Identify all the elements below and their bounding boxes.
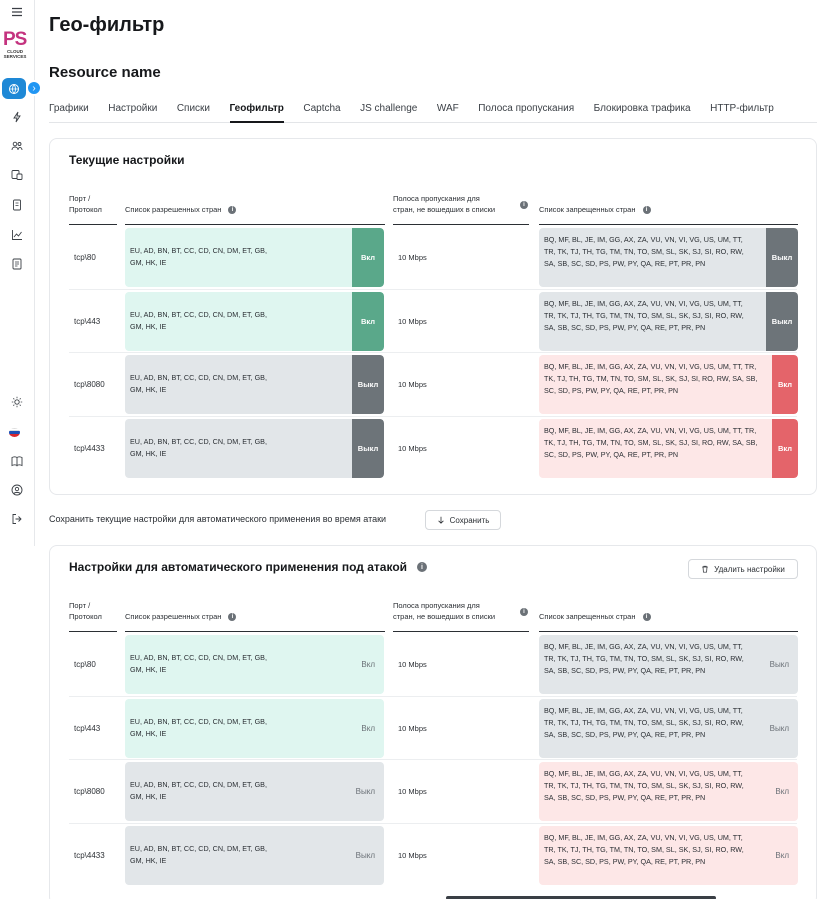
tab-http-filter[interactable]: HTTP-фильтр [710,103,774,114]
bandwidth-value: 10 Mbps [398,723,427,733]
allowed-countries-text: EU, AD, BN, BT, CC, CD, CN, DM, ET, GB, GM, HK, IE [130,653,267,674]
logo-subtext: CLOUD SERVICES [3,49,27,59]
allowed-toggle-button[interactable]: Вкл [352,228,384,287]
denied-countries-text: BQ, MF, BL, JE, IM, GG, AX, ZA, VU, VN, VI, VG, US, UM, TT, TR, TK, TJ, TH, TG, TM, TN, TO, SM, SL, SK, SJ, SI, RO, RW, SA, SB, SC, SD, PS, PW, PY, QA, RE, PT, PR, PN [544,832,744,866]
allowed-countries-box [125,699,384,758]
allowed-status[interactable]: Вкл [361,723,375,733]
column-header-denied [539,204,651,215]
logo-text: PS [3,29,27,50]
allowed-countries-text: EU, AD, BN, BT, CC, CD, CN, DM, ET, GB, GM, HK, IE [130,780,267,801]
info-icon[interactable]: i [643,613,651,621]
account-icon[interactable] [8,481,26,499]
denied-toggle-button[interactable]: Выкл [766,292,798,351]
document-icon[interactable] [8,196,26,214]
denied-countries-text: BQ, MF, BL, JE, IM, GG, AX, ZA, VU, VN, VI, VG, US, UM, TT, TR, TK, TJ, TH, TG, TM, TN, TO, SM, SL, SK, SJ, SI, RO, RW, SA, SB, SC, SD, PS, PW, PY, QA, RE, PT, PR, PN [544,642,744,675]
attack-settings-card [49,545,817,899]
trash-icon [701,565,709,573]
allowed-status[interactable]: Выкл [355,850,375,860]
bandwidth-value: 10 Mbps [398,443,427,453]
denied-countries-box [539,699,798,758]
info-icon[interactable]: i [228,206,236,214]
column-header-underline [69,224,117,225]
denied-countries-box [539,826,798,885]
column-header-denied [539,611,651,622]
column-header-underline [393,224,529,225]
column-header-denied-label: Список запрещенных стран [539,205,636,214]
tab-captcha[interactable]: Captcha [303,103,341,114]
denied-countries-text: BQ, MF, BL, JE, IM, GG, AX, ZA, VU, VN, VI, VG, US, UM, TT, TR, TK, TJ, TH, TG, TM, TN, TO, SM, SL, SK, SJ, SI, RO, RW, SA, SB, SC, SD, PS, PW, PY, QA, RE, PT, PR, PN [544,425,758,459]
save-button[interactable] [425,510,501,530]
save-button-label: Сохранить [449,515,490,525]
port-label: tcp\4433 [74,850,105,860]
logo[interactable] [3,30,27,64]
bandwidth-value: 10 Mbps [398,253,427,262]
denied-status[interactable]: Вкл [775,850,789,860]
allowed-countries-box [125,762,384,821]
allowed-countries-text: EU, AD, BN, BT, CC, CD, CN, DM, ET, GB, GM, HK, IE [130,716,267,738]
globe-icon [8,83,20,95]
sun-icon[interactable] [8,393,26,411]
allowed-countries-box [125,228,384,287]
nav-globe[interactable] [2,78,26,99]
row-separator [69,416,797,417]
sidebar [0,0,35,546]
port-label: tcp\80 [74,660,96,669]
allowed-toggle-button[interactable]: Выкл [352,355,384,414]
info-icon[interactable]: i [520,201,528,209]
denied-countries-text: BQ, MF, BL, JE, IM, GG, AX, ZA, VU, VN, VI, VG, US, UM, TT, TR, TK, TJ, TH, TG, TM, TN, TO, SM, SL, SK, SJ, SI, RO, RW, SA, SB, SC, SD, PS, PW, PY, QA, RE, PT, PR, PN [544,362,758,395]
column-header-underline [393,631,529,632]
flag-icon[interactable] [9,428,20,437]
tab-js-challenge[interactable]: JS challenge [360,103,418,114]
denied-countries-box [539,762,798,821]
delete-settings-button[interactable] [688,559,798,579]
denied-countries-box [539,355,798,414]
chart-icon[interactable] [8,226,26,244]
allowed-toggle-button[interactable]: Выкл [352,419,384,478]
denied-countries-box [539,292,798,351]
allowed-countries-box [125,635,384,694]
tab-waf[interactable]: WAF [436,103,459,114]
bandwidth-value: 10 Mbps [398,787,427,796]
denied-countries-text: BQ, MF, BL, JE, IM, GG, AX, ZA, VU, VN, VI, VG, US, UM, TT, TR, TK, TJ, TH, TG, TM, TN, TO, SM, SL, SK, SJ, SI, RO, RW, SA, SB, SC, SD, PS, PW, PY, QA, RE, PT, PR, PN [544,705,744,739]
logout-icon[interactable] [8,510,26,528]
denied-toggle-button[interactable]: Вкл [772,419,798,478]
book-icon[interactable] [8,452,26,470]
column-header-port [69,193,102,215]
row-separator [69,289,797,290]
info-icon[interactable]: i [228,613,236,621]
column-header-allowed [125,611,236,622]
bandwidth-value: 10 Mbps [398,380,427,389]
row-separator [69,352,797,353]
allowed-countries-text: EU, AD, BN, BT, CC, CD, CN, DM, ET, GB, GM, HK, IE [130,436,267,458]
denied-countries-box [539,228,798,287]
column-header-underline [69,631,117,632]
tab-traffic-block[interactable]: Блокировка трафика [593,103,691,114]
column-header-bandwidth [393,193,495,215]
denied-status[interactable]: Выкл [769,660,789,669]
list-icon[interactable] [8,255,26,273]
allowed-status[interactable]: Вкл [361,660,375,669]
expand-sidebar-button[interactable] [26,80,42,96]
allowed-countries-text: EU, AD, BN, BT, CC, CD, CN, DM, ET, GB, GM, HK, IE [130,373,267,394]
column-header-port-label: Порт / Протокол [69,194,102,214]
port-label: tcp\4433 [74,443,105,453]
allowed-countries-text: EU, AD, BN, BT, CC, CD, CN, DM, ET, GB, GM, HK, IE [130,843,267,865]
devices-icon[interactable] [8,166,26,184]
tab-lists[interactable]: Списки [176,103,210,114]
denied-status[interactable]: Вкл [775,787,789,796]
current-settings-title: Текущие настройки [69,153,185,167]
allowed-countries-box [125,826,384,885]
column-header-port [69,600,102,622]
menu-icon[interactable] [8,3,26,21]
column-header-allowed [125,204,236,215]
column-header-port-label: Порт / Протокол [69,601,102,621]
column-header-bandwidth-label: Полоса пропускания для стран, не вошедших в списки [393,194,496,214]
chevron-right-icon: › [32,82,36,94]
column-header-bandwidth [393,600,495,622]
denied-toggle-button[interactable]: Выкл [766,228,798,287]
page-title: Гео-фильтр [49,14,165,36]
column-header-bandwidth-label: Полоса пропускания для стран, не вошедших в списки [393,601,496,621]
denied-countries-box [539,635,798,694]
port-label: tcp\443 [74,316,101,326]
column-header-denied-label: Список запрещенных стран [539,612,636,621]
info-icon[interactable]: i [417,562,427,572]
allowed-countries-box [125,419,384,478]
denied-countries-text: BQ, MF, BL, JE, IM, GG, AX, ZA, VU, VN, VI, VG, US, UM, TT, TR, TK, TJ, TH, TG, TM, TN, TO, SM, SL, SK, SJ, SI, RO, RW, SA, SB, SC, SD, PS, PW, PY, QA, RE, PT, PR, PN [544,235,744,268]
bandwidth-value: 10 Mbps [398,850,427,860]
row-separator [69,759,797,760]
arrow-down-icon [437,516,445,524]
port-label: tcp\443 [74,723,101,733]
resource-name: Resource name [49,64,161,81]
column-header-underline [125,224,385,225]
bandwidth-value: 10 Mbps [398,316,427,326]
allowed-status[interactable]: Выкл [355,787,375,796]
port-label: tcp\80 [74,253,96,262]
denied-countries-box [539,419,798,478]
tab-geofilter[interactable]: Геофильтр [230,98,284,123]
port-label: tcp\8080 [74,787,105,796]
tabs [49,98,817,123]
denied-status[interactable]: Выкл [769,723,789,733]
attack-settings-title: Настройки для автоматического применения под атакой i [69,560,427,574]
row-separator [69,823,797,824]
allowed-countries-text: EU, AD, BN, BT, CC, CD, CN, DM, ET, GB, GM, HK, IE [130,309,267,331]
bandwidth-value: 10 Mbps [398,660,427,669]
save-description: Сохранить текущие настройки для автоматического применения во время атаки [49,514,387,524]
column-header-underline [125,631,385,632]
column-header-underline [539,224,798,225]
column-header-underline [539,631,798,632]
denied-countries-text: BQ, MF, BL, JE, IM, GG, AX, ZA, VU, VN, VI, VG, US, UM, TT, TR, TK, TJ, TH, TG, TM, TN, TO, SM, SL, SK, SJ, SI, RO, RW, SA, SB, SC, SD, PS, PW, PY, QA, RE, PT, PR, PN [544,298,744,332]
denied-countries-text: BQ, MF, BL, JE, IM, GG, AX, ZA, VU, VN, VI, VG, US, UM, TT, TR, TK, TJ, TH, TG, TM, TN, TO, SM, SL, SK, SJ, SI, RO, RW, SA, SB, SC, SD, PS, PW, PY, QA, RE, PT, PR, PN [544,769,744,802]
tab-bandwidth[interactable]: Полоса пропускания [478,103,575,114]
current-settings-card [49,138,817,495]
lightning-icon[interactable] [8,108,26,126]
column-header-allowed-label: Список разрешенных стран [125,612,222,621]
port-label: tcp\8080 [74,380,105,389]
allowed-countries-box [125,355,384,414]
users-icon[interactable] [8,137,26,155]
info-icon[interactable]: i [643,206,651,214]
tab-graphs[interactable]: Графики [49,103,89,114]
allowed-toggle-button[interactable]: Вкл [352,292,384,351]
denied-toggle-button[interactable]: Вкл [772,355,798,414]
column-header-allowed-label: Список разрешенных стран [125,205,222,214]
tab-settings[interactable]: Настройки [108,103,158,114]
allowed-countries-box [125,292,384,351]
info-icon[interactable]: i [520,608,528,616]
allowed-countries-text: EU, AD, BN, BT, CC, CD, CN, DM, ET, GB, GM, HK, IE [130,246,267,267]
delete-settings-label: Удалить настройки [714,564,785,574]
row-separator [69,696,797,697]
